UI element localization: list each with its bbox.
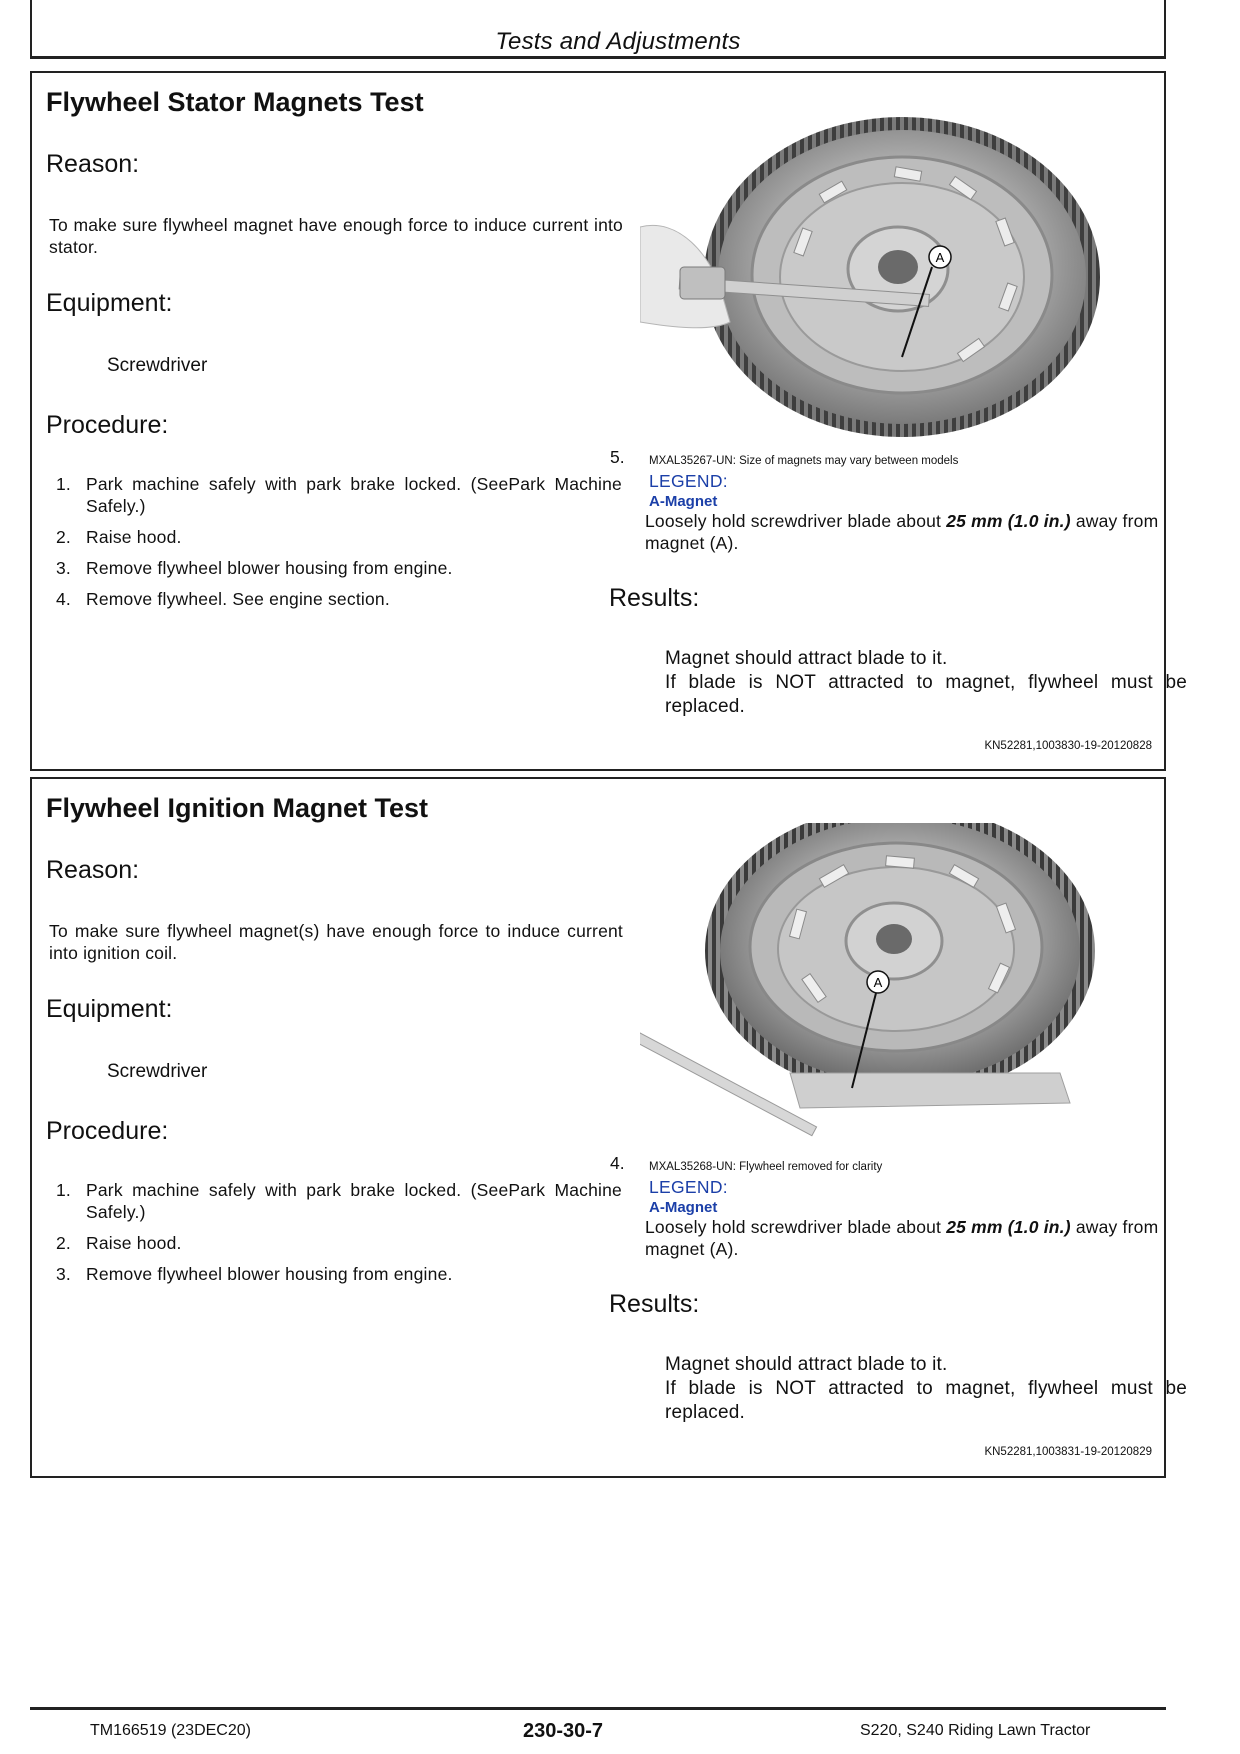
- figure-step-number: 5.: [610, 447, 625, 467]
- page-number: 230-30-7: [523, 1720, 604, 1742]
- equipment-item: Screwdriver: [107, 1061, 208, 1082]
- results-heading: Results:: [609, 1290, 700, 1318]
- results-line: Magnet should attract blade to it.: [665, 1354, 948, 1375]
- figure-step-text: Loosely hold screwdriver blade about 25 mm (1.0 in.) away from magnet (A).: [645, 511, 1159, 553]
- section-title: Tests and Adjustments: [495, 28, 741, 55]
- procedure-step: 1. Park machine safely with park brake locked. (SeePark Machine Safely.): [56, 1180, 622, 1222]
- legend-item: A-Magnet: [649, 493, 718, 510]
- figure-step-text: Loosely hold screwdriver blade about 25 mm (1.0 in.) away from magnet (A).: [645, 1217, 1159, 1259]
- procedure-step: 3. Remove flywheel blower housing from engine.: [56, 1264, 453, 1284]
- footer-divider: [30, 1707, 1166, 1710]
- procedure-heading: Procedure:: [46, 1117, 169, 1145]
- figure-caption: MXAL35267-UN: Size of magnets may vary between models: [649, 455, 959, 467]
- procedure-steps: [52, 473, 622, 619]
- equipment-heading: Equipment:: [46, 995, 173, 1023]
- figure-caption: MXAL35268-UN: Flywheel removed for clarity: [649, 1161, 883, 1173]
- equipment-heading: Equipment:: [46, 289, 173, 317]
- procedure-step: 4. Remove flywheel. See engine section.: [56, 589, 390, 609]
- manual-code: TM166519 (23DEC20): [90, 1722, 251, 1739]
- procedure-steps: [52, 1179, 622, 1294]
- reason-heading: Reason:: [46, 150, 140, 178]
- reason-heading: Reason:: [46, 856, 140, 884]
- page-header: [30, 0, 1166, 59]
- legend-item: A-Magnet: [649, 1199, 718, 1216]
- figure-step-number: 4.: [610, 1153, 625, 1173]
- product-name: S220, S240 Riding Lawn Tractor: [860, 1722, 1091, 1739]
- test-title: Flywheel Ignition Magnet Test: [46, 793, 429, 823]
- ignition-magnet-test-panel: [30, 777, 1187, 1478]
- test-title: Flywheel Stator Magnets Test: [46, 87, 424, 117]
- legend-title: LEGEND:: [649, 471, 728, 491]
- stator-magnets-test-panel: [30, 71, 1187, 771]
- callout-label: A: [873, 975, 883, 990]
- reason-text: To make sure flywheel magnet(s) have enough force to induce current into ignition coil.: [49, 921, 623, 963]
- flywheel-photo: [640, 117, 1120, 487]
- reason-text: To make sure flywheel magnet have enough force to induce current into stator.: [49, 215, 623, 257]
- procedure-heading: Procedure:: [46, 411, 169, 439]
- procedure-step: 2. Raise hood.: [56, 1233, 182, 1253]
- results-line: If blade is NOT attracted to magnet, flywheel must be replaced.: [665, 672, 1187, 717]
- results-line: Magnet should attract blade to it.: [665, 648, 948, 669]
- legend-title: LEGEND:: [649, 1177, 728, 1197]
- callout-label: A: [935, 250, 945, 265]
- procedure-step: 3. Remove flywheel blower housing from engine.: [56, 558, 453, 578]
- results-text: [665, 647, 1187, 719]
- procedure-step: 2. Raise hood.: [56, 527, 182, 547]
- procedure-step: 1. Park machine safely with park brake locked. (SeePark Machine Safely.): [56, 474, 622, 516]
- results-text: [665, 1353, 1187, 1425]
- results-heading: Results:: [609, 584, 700, 612]
- document-id: KN52281,1003831-19-20120829: [984, 1446, 1152, 1458]
- document-id: KN52281,1003830-19-20120828: [984, 740, 1152, 752]
- results-line: If blade is NOT attracted to magnet, flywheel must be replaced.: [665, 1378, 1187, 1423]
- flywheel-photo: [640, 823, 1120, 1193]
- equipment-item: Screwdriver: [107, 355, 208, 376]
